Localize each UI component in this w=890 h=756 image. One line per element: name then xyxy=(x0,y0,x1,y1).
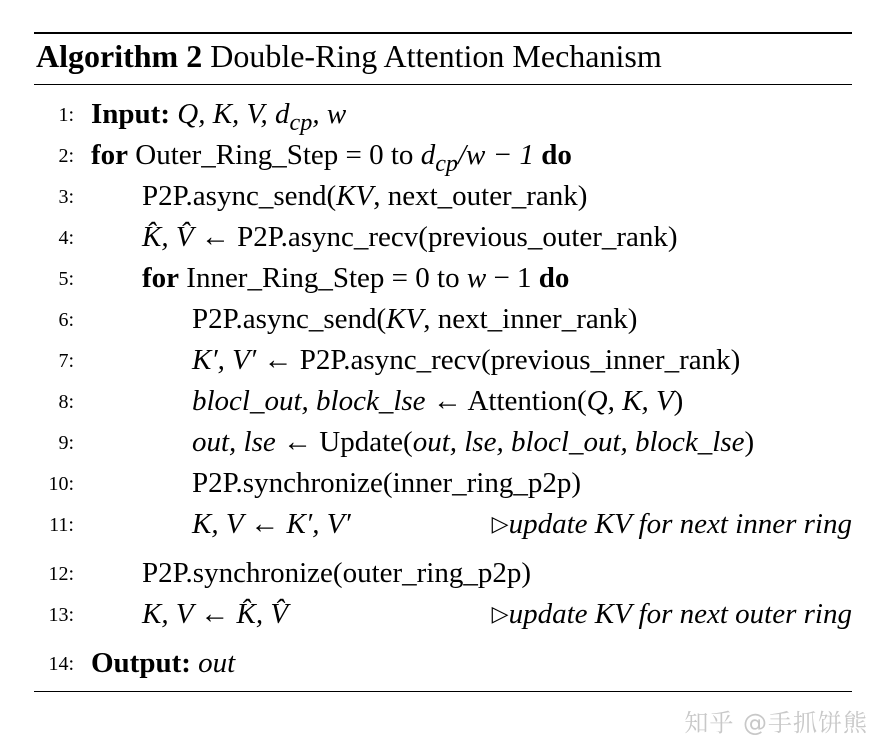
algorithm-line-1 xyxy=(34,95,852,136)
attention-args: Q, K, V xyxy=(586,385,674,417)
output-value: out xyxy=(198,647,236,679)
caption-label: Algorithm 2 xyxy=(36,38,203,74)
algorithm-line-8 xyxy=(34,382,852,423)
line-number: 14: xyxy=(48,653,74,675)
comment-triangle-icon: ▷ xyxy=(491,511,509,536)
keyword-for: for xyxy=(142,262,180,294)
line-number: 6: xyxy=(58,309,74,331)
line-code xyxy=(142,262,569,295)
keyword-do: do xyxy=(538,262,570,294)
khat-vhat: K̂, V̂ xyxy=(142,221,194,253)
update-outputs: out, lse xyxy=(192,426,276,458)
line-comment xyxy=(492,508,852,541)
outer-loop-text: Outer_Ring_Step = 0 to xyxy=(135,139,421,171)
line-code xyxy=(91,98,346,137)
close-paren: ) xyxy=(673,385,684,417)
comment-text: update KV for next outer ring xyxy=(508,598,852,630)
inner-loop-text: Inner_Ring_Step = 0 to xyxy=(186,262,467,294)
line-number: 7: xyxy=(58,350,74,372)
update-args: out, lse, blocl_out, block_lse xyxy=(412,426,745,458)
recv-call: ← P2P.async_recv(previous_outer_rank) xyxy=(193,221,678,253)
outer-loop-bound: /w − 1 xyxy=(458,139,534,171)
keyword-input: Input: xyxy=(91,98,170,130)
line-number: 10: xyxy=(48,473,74,495)
inner-loop-bound: − 1 xyxy=(486,262,532,294)
algorithm-line-12 xyxy=(34,554,852,595)
recv-call: ← P2P.async_recv(previous_inner_rank) xyxy=(256,344,741,376)
send-args: , next_inner_rank) xyxy=(423,303,638,335)
block-outputs: blocl_out, block_lse xyxy=(192,385,426,417)
algorithm-line-14 xyxy=(34,644,852,685)
line-code xyxy=(142,180,587,213)
close-paren: ) xyxy=(744,426,755,458)
line-code xyxy=(192,426,754,459)
input-args: Q, K, V, d xyxy=(177,98,290,130)
algorithm-line-6 xyxy=(34,300,852,341)
algorithm-line-9 xyxy=(34,423,852,464)
send-args: , next_outer_rank) xyxy=(373,180,588,212)
line-number: 4: xyxy=(58,227,74,249)
line-number: 1: xyxy=(58,104,74,126)
kv-var: KV xyxy=(336,180,374,212)
line-code xyxy=(91,139,572,178)
outer-loop-d: d xyxy=(420,139,436,171)
line-code: K, V ← K̂, V̂ xyxy=(142,598,289,630)
input-tail: , w xyxy=(312,98,347,130)
update-call: ← Update( xyxy=(275,426,413,458)
keyword-for: for xyxy=(91,139,129,171)
algorithm-line-4 xyxy=(34,218,852,259)
inner-loop-w: w xyxy=(466,262,487,294)
line-code xyxy=(192,303,637,336)
caption-rule xyxy=(34,84,852,85)
bottom-rule xyxy=(34,691,852,692)
algorithm-line-7 xyxy=(34,341,852,382)
line-comment xyxy=(492,598,852,631)
send-call: P2P.async_send( xyxy=(192,303,387,335)
kv-var: KV xyxy=(386,303,424,335)
watermark: 知乎 @手抓饼熊 xyxy=(684,709,868,737)
attention-call: ← Attention( xyxy=(425,385,587,417)
algorithm-line-2 xyxy=(34,136,852,177)
algorithm-line-13 xyxy=(34,595,852,636)
line-code xyxy=(192,344,740,377)
line-code xyxy=(91,647,235,680)
keyword-do: do xyxy=(541,139,572,171)
input-subscript: cp xyxy=(289,108,313,136)
line-number: 13: xyxy=(48,604,74,626)
line-number: 3: xyxy=(58,186,74,208)
algorithm-line-11 xyxy=(34,505,852,546)
line-code: P2P.synchronize(outer_ring_p2p) xyxy=(142,557,532,589)
line-number: 8: xyxy=(58,391,74,413)
algorithm-block xyxy=(34,32,852,692)
line-code: P2P.synchronize(inner_ring_p2p) xyxy=(192,467,582,499)
line-code xyxy=(142,221,678,254)
comment-text: update KV for next inner ring xyxy=(508,508,852,540)
algorithm-lines xyxy=(34,95,852,685)
comment-triangle-icon: ▷ xyxy=(491,601,509,626)
keyword-output: Output: xyxy=(91,647,191,679)
caption-title: Double-Ring Attention Mechanism xyxy=(210,38,662,74)
line-code xyxy=(192,385,683,418)
algorithm-line-3 xyxy=(34,177,852,218)
line-number: 2: xyxy=(58,145,74,167)
send-call: P2P.async_send( xyxy=(142,180,337,212)
line-number: 9: xyxy=(58,432,74,454)
outer-loop-subscript: cp xyxy=(435,149,458,177)
algorithm-line-5 xyxy=(34,259,852,300)
line-number: 5: xyxy=(58,268,74,290)
line-number: 12: xyxy=(48,563,74,585)
algorithm-line-10 xyxy=(34,464,852,505)
line-code: K, V ← K′, V′ xyxy=(192,508,351,540)
algorithm-caption xyxy=(34,34,852,78)
line-number: 11: xyxy=(49,514,74,536)
kprime-vprime: K′, V′ xyxy=(192,344,257,376)
